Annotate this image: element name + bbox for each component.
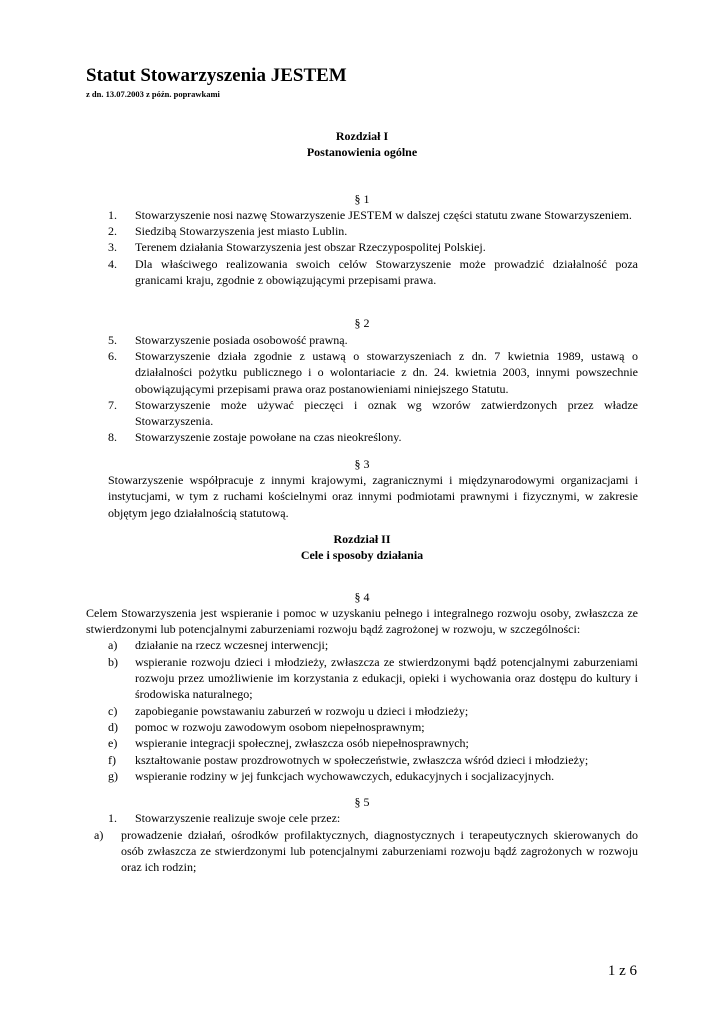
chapter-2-name: Cele i sposoby działania <box>300 548 424 563</box>
chapter-1-label: Rozdział I <box>335 129 389 143</box>
section-3-text: Stowarzyszenie współpracuje z innymi krajowymi, zagranicznymi i międzynarodowymi organizacjami i instytucjami, w tym z ruchami kościelnymi oraz innymi podmiotami prawnymi i fizycznymi, w zakresie objętym jego działalnością statutową. <box>108 473 638 520</box>
section-3-sign: § 3 <box>354 456 370 471</box>
document-subtitle: z dn. 13.07.2003 z późn. poprawkami <box>86 89 220 99</box>
section-4-intro: Celem Stowarzyszenia jest wspieranie i pomoc w uzyskaniu pełnego i integralnego rozwoju osoby, zwłaszcza ze stwierdzonymi lub potencjalnymi zaburzeniami rozwoju bądź zagrożonej w rozwoju, w szczególności: <box>86 605 638 637</box>
list-item: 7. Stowarzyszenie może używać pieczęci i oznak wg wzorów zatwierdzonych przez władze Stowarzyszenia. <box>108 397 638 429</box>
section-5-sign: § 5 <box>354 795 370 810</box>
list-item: 1. Stowarzyszenie realizuje swoje cele przez: <box>108 811 341 826</box>
list-item: 6. Stowarzyszenie działa zgodnie z ustawą o stowarzyszeniach z dn. 7 kwietnia 1989, ustawą o działalności pożytku publicznego i o wolontariacie z dn. 24. kwietnia 2003, innymi powszechnie obowiązującymi przepisami prawa oraz postanowieniami niniejszego Statutu. <box>108 348 638 396</box>
section-2-list <box>86 332 638 446</box>
section-1-sign: § 1 <box>354 191 370 206</box>
list-item: 3. Terenem działania Stowarzyszenia jest obszar Rzeczypospolitej Polskiej. <box>108 240 486 255</box>
section-2-sign: § 2 <box>354 316 370 331</box>
section-4-sign: § 4 <box>354 589 370 604</box>
list-item: d) pomoc w rozwoju zawodowym osobom niepełnosprawnym; <box>108 719 425 734</box>
list-item: c) zapobieganie powstawaniu zaburzeń w rozwoju u dzieci i młodzieży; <box>108 703 469 718</box>
list-item: f) kształtowanie postaw prozdrowotnych w społeczeństwie, zwłaszcza wśród dzieci i młodzieży; <box>108 752 589 767</box>
chapter-1-name: Postanowienia ogólne <box>306 145 418 160</box>
document-title: Statut Stowarzyszenia JESTEM <box>86 65 347 86</box>
list-item: b) wspieranie rozwoju dzieci i młodzieży, zwłaszcza ze stwierdzonymi bądź potencjalnymi zaburzeniami rozwoju przez umożliwienie im korzystania z edukacji, opieki i wychowania oraz dostępu do kultury i środowiska naturalnego; <box>108 654 638 702</box>
section-4-list <box>86 637 638 784</box>
list-item: a) działanie na rzecz wczesnej interwencji; <box>108 638 329 653</box>
list-item: 8. Stowarzyszenie zostaje powołane na czas nieokreślony. <box>108 430 402 445</box>
list-item: a) prowadzenie działań, ośrodków profilaktycznych, diagnostycznych i terapeutycznych skierowanych do osób zwłaszcza ze stwierdzonymi lub potencjalnymi zaburzeniami rozwoju bądź zagrożonych w rozwoju oraz ich rodzin; <box>94 827 638 875</box>
list-item: g) wspieranie rodziny w jej funkcjach wychowawczych, edukacyjnych i socjalizacyjnych. <box>108 768 555 783</box>
section-1-list <box>86 207 638 288</box>
list-item: e) wspieranie integracji społecznej, zwłaszcza osób niepełnosprawnych; <box>108 736 469 751</box>
page-number: 1 z 6 <box>607 963 637 979</box>
list-item: 1. Stowarzyszenie nosi nazwę Stowarzyszenie JESTEM w dalszej części statutu zwane Stowarzyszeniem. <box>108 207 632 222</box>
list-item: 4. Dla właściwego realizowania swoich celów Stowarzyszenie może prowadzić działalność poza granicami kraju, zgodnie z obowiązującymi przepisami prawa. <box>108 256 638 288</box>
document-body <box>86 128 638 876</box>
chapter-2-label: Rozdział II <box>333 531 391 546</box>
list-item: 5. Stowarzyszenie posiada osobowość prawną. <box>108 332 348 347</box>
list-item: 2. Siedzibą Stowarzyszenia jest miasto Lublin. <box>108 224 348 239</box>
